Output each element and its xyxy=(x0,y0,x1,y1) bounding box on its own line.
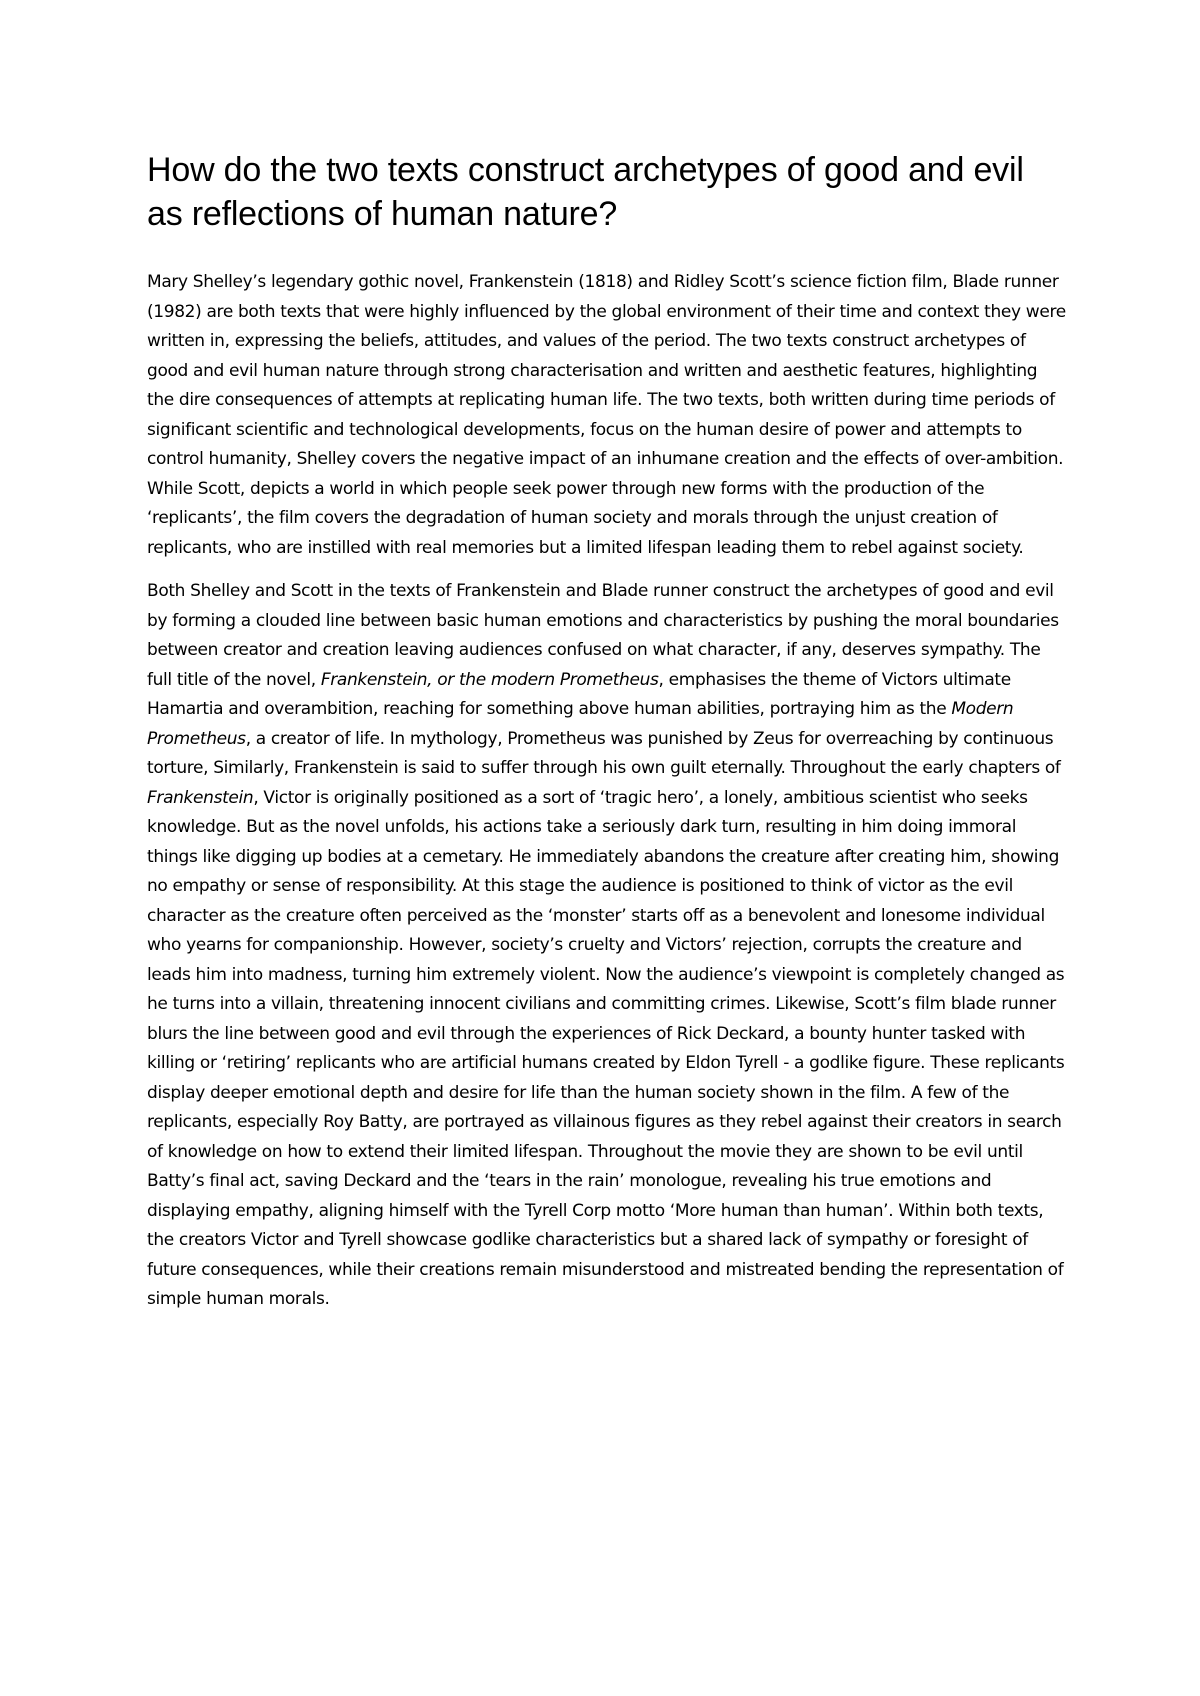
italic-title-text: Frankenstein, or the modern Prometheus xyxy=(320,669,659,690)
paragraph-text: , Victor is originally positioned as a sort of ‘tragic hero’, a lonely, ambitious scientist who seeks knowledge. But as the novel unfolds, his actions take a seriously dark turn, resulting in him doing immoral things like digging up bodies at a cemetary. He immediately abandons the creature after creating him, showing no empathy or sense of responsibility. At this stage the audience is positioned to think of victor as the evil character as the creature often perceived as the ‘monster’ starts off as a benevolent and lonesome individual who yearns for companionship. However, society’s cruelty and Victors’ rejection, corrupts the creature and leads him into madness, turning him extremely violent. Now the audience’s viewpoint is completely changed as he turns into a villain, threatening innocent civilians and committing crimes. Likewise, Scott’s film blade runner blurs the line between good and evil through the experiences of Rick Deckard, a bounty hunter tasked with killing or ‘retiring’ replicants who are artificial humans created by Eldon Tyrell - a godlike figure. These replicants display deeper emotional depth and desire for life than the human society shown in the film. A few of the replicants, especially Roy Batty, are portrayed as villainous figures as they rebel against their creators in search of knowledge on how to extend their limited lifespan. Throughout the movie they are shown to be evil until Batty’s final act, saving Deckard and the ‘tears in the rain’ monologue, revealing his true emotions and displaying empathy, aligning himself with the Tyrell Corp motto ‘More human than human’. Within both texts, the creators Victor and Tyrell showcase godlike characteristics but a shared lack of sympathy or foresight of future consequences, while their creations remain misunderstood and mistreated bending the representation of simple human morals. xyxy=(147,787,1065,1309)
essay-title: How do the two texts construct archetypes of good and evil as reflections of human nature? xyxy=(147,151,1024,233)
italic-title-text: Modern Prometheus xyxy=(147,699,1014,749)
paragraph-text: Both Shelley and Scott in the texts of Frankenstein and Blade runner construct the archetypes of good and evil by forming a clouded line between basic human emotions and characteristics by pushing the moral boundaries between creator and creation leaving audiences confused on what character, if any, deserves sympathy. The full title of the novel, xyxy=(147,581,1059,690)
document-body xyxy=(147,148,1067,1329)
italic-title-text: Frankenstein xyxy=(147,787,254,808)
paragraph-body xyxy=(147,577,1067,1315)
paragraph-text: , a creator of life. In mythology, Prometheus was punished by Zeus for overreaching by continuous torture, Similarly, Frankenstein is said to suffer through his own guilt eternally. Throughout the early chapters of xyxy=(147,728,1061,778)
paragraph-text: , emphasises the theme of Victors ultimate Hamartia and overambition, reaching for something above human abilities, portraying him as the xyxy=(147,669,1011,719)
paragraph-introduction: Mary Shelley’s legendary gothic novel, Frankenstein (1818) and Ridley Scott’s science fiction film, Blade runner (1982) are both texts that were highly influenced by the global environment of their time and context they were written in, expressing the beliefs, attitudes, and values of the period. The two texts construct archetypes of good and evil human nature through strong characterisation and written and aesthetic features, highlighting the dire consequences of attempts at replicating human life. The two texts, both written during time periods of significant scientific and technological developments, focus on the human desire of power and attempts to control humanity, Shelley covers the negative impact of an inhumane creation and the effects of over-ambition. While Scott, depicts a world in which people seek power through new forms with the production of the ‘replicants’, the film covers the degradation of human society and morals through the unjust creation of replicants, who are instilled with real memories but a limited lifespan leading them to rebel against society. xyxy=(147,272,1066,558)
